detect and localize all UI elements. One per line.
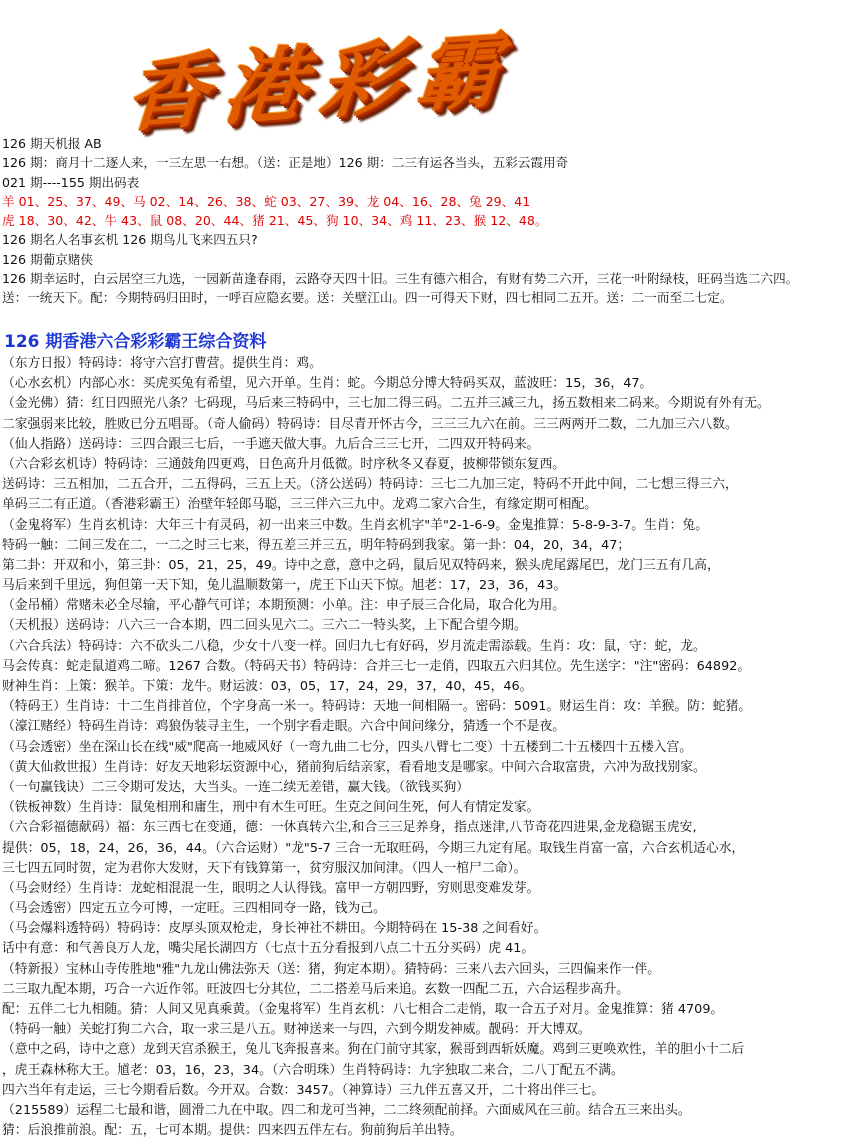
body-line: 四六当年有走运，三七今期看后数。今开双。合数：3457。（神算诗）三九伴五喜又开，二十将出伴三七。 <box>2 1082 605 1098</box>
body-line: （天机报）送码诗：八六三一合本期，四二回头见六二。三六二一特头奖，上下配合望今期。 <box>2 618 527 634</box>
body-line: （濠江赌经）特码生肖诗：鸡狼伪装寻主生，一个别字看走眼。六合中间问缘分，猜透一个不是夜。 <box>2 719 566 735</box>
body-line: （马会透密）四定五立今可博，一定旺。三四相同夺一路，钱为己。 <box>2 901 386 917</box>
body-line: 三七四五同时贺，定为君你大发财，天下有钱算第一，贫穷服汉加间津。（四人一棺尸二命）。 <box>2 860 527 876</box>
body-section <box>0 354 863 1141</box>
body-line: （215589）运程二七最和谐，圆滑二九在中取。四二和龙可当神，二二终须配前择。六面威风在三前。结合五三来出头。 <box>2 1102 691 1118</box>
body-line: 猜：后浪推前浪。配：五，七可本期。提供：四来四五伴左右。狗前狗后羊出特。 <box>2 1123 463 1139</box>
body-line: （心水玄机）内部心水：买虎买兔有希望，见六开单。生肖：蛇。今期总分博大特码买双，蓝波旺：15，36，47。 <box>2 376 653 392</box>
body-line: 马会传真：蛇走鼠道鸡二啼。1267 合数。（特码天书）特码诗：合并三七一走俏，四取五六归其位。先生送字："注"密码：64892。 <box>2 658 751 674</box>
body-line: （东方日报）特码诗：将守六宫打曹营。提供生肖：鸡。 <box>2 356 322 371</box>
body-line: （黄大仙救世报）生肖诗：好友天地彩坛资源中心，猪前狗后结亲家，看看地支是哪家。中间六合取富贵，六冲为敌找别家。 <box>2 759 706 775</box>
header-line: 虎 18、30、42、牛 43、鼠 08、20、44、猪 21、45、狗 10、34、鸡 11、23、猴 12、48。 <box>2 213 548 229</box>
body-line: （仙人指路）送码诗：三四合跟三七后，一手遮天做大事。九后合三三七开，二四双开特码来。 <box>2 436 540 452</box>
body-line: （六合兵法）特码诗：六不砍头二八稳，少女十八变一样。回归九七有好码，岁月流走需添载。生肖：攻：鼠，守：蛇，龙。 <box>2 638 706 654</box>
body-line: 提供：05，18，24，26，36，44。（六合运财）"龙"5-7 三合一无取旺码，今期三九定有尾。取钱生肖富一富，六合玄机适心水， <box>2 840 745 856</box>
body-line: （金鬼将军）生肖玄机诗：大年三十有灵码，初一出来三中数。生肖玄机字"羊"2-1-6-9。金鬼推算：5-8-9-3-7。生肖：兔。 <box>2 517 709 533</box>
body-line: （特码王）生肖诗：十二生肖排首位，个字身高一米一。特码诗：天地一间相隔一。密码：5091。财运生肖：攻：羊猴。防：蛇猪。 <box>2 699 752 715</box>
body-line: （马会爆料透特码）特码诗：皮厚头顶双枪走，身长神社不耕田。今期特码在 15-38 之间看好。 <box>2 921 547 937</box>
body-line: 单码三二有正道。（香港彩霸王）治壁年轻郎马聪，三三伴六三九中。龙鸡二家六合生，有缘定期可相配。 <box>2 497 598 513</box>
body-line: 二家强弱来比较，胜败已分五唱哥。（奇人偷码）特码诗：目尽青开怀古今，三三三九六在前。三三两两开二数，二九加三六八数。 <box>2 416 738 432</box>
body-line: （意中之码，诗中之意）龙到天宫杀猴王，兔儿飞奔报喜来。狗在门前守其家，猴哥到西斩妖魔。鸡到三更唤欢性，羊的胆小十二后 <box>2 1042 745 1058</box>
body-line: （六合彩福德献码）福：东三西七在变通，德：一休真转六尘,和合三三足养身，指点迷津,八节奇花四进果,金龙稳锯玉虎安, <box>2 820 697 836</box>
header-line: 送：一统天下。配：今期特码归田时，一呼百应隐玄要。送：关壁江山。四一可得天下财，四七相同二五开。送：二一而至二七定。 <box>2 290 733 306</box>
body-line: 第二卦：开双和小，第三卦：05，21，25，49。诗中之意，意中之码，鼠后见双特码来，猴头虎尾露尾巴，龙门三五有几高， <box>2 557 720 573</box>
body-line: （铁板神数）生肖诗：鼠兔相刑和庸生，刑中有木生可旺。生克之间问生死，何人有情定发家。 <box>2 800 540 816</box>
body-line: （金光佛）猜：红日四照光八条？七码现，马后来三特码中，三七加二得三码。二五并三减三九，扬五数相来二码来。今期说有外有无。 <box>2 396 770 412</box>
header-line: 126 期幸运时，白云居空三九选，一园新苗逢春雨，云路夺天四十旧。三生有德六相合，有财有势二六开，三花一叶附绿枝，旺码当选二六四。 <box>2 271 799 287</box>
body-line: 财神生肖：上策：猴羊。下策：龙牛。财运波：03，05，17，24，29，37，40，45，46。 <box>2 679 533 694</box>
body-line: 特码一触：二间三发在二，一二之时三七来，得五差三并三五，明年特码到我家。第一卦：04，20，34，47； <box>2 537 631 553</box>
header-line: 126 期葡京赌侠 <box>2 251 94 267</box>
body-line: 配：五伴二七九相随。猜：人间又见真乘黄。（金鬼将军）生肖玄机：八七相合二走悄，取一合五子对月。金鬼推算：猪 4709。 <box>2 1002 724 1017</box>
body-line: ，虎王森林称大王。馗老：03，16，23，34。（六合明珠）生肖特码诗：九字独取二来合，二八丁配五不满。 <box>2 1062 624 1078</box>
header-section <box>0 134 863 308</box>
body-line: （特码一触）关蛇打狗二六合，取一求三是八五。财神送来一与四，六到今期发神威。靓码：开大博双。 <box>2 1022 591 1038</box>
logo-title: 香港彩霸 <box>122 21 517 145</box>
header-line: 021 期----155 期出码表 <box>2 174 140 190</box>
body-line: 马后来到千里远，狗但第一天下知，兔儿温顺数第一，虎王下山天下惊。旭老：17，23，36，43。 <box>2 578 567 594</box>
header-line: 126 期天机报 AB <box>2 136 102 151</box>
body-line: 话中有意：和气善良万人龙，嘴尖尾长湖四方（七点十五分看报到八点二十五分买码）虎 41。 <box>2 941 535 957</box>
section-title: 126 期香港六合彩彩霸王综合资料 <box>4 332 267 352</box>
body-line: （马会透密）坐在深山长在线"威"爬高一地威风好（一弯九曲二七分，四头八臂七二变）十五楼到二十五楼四十五楼入宫。 <box>2 739 693 755</box>
body-line: （马会财经）生肖诗：龙蛇相混混一生，眼明之人认得钱。富甲一方朝四野，穷则思变难发芽。 <box>2 880 540 896</box>
body-line: （一句赢钱诀）二三令期可发达，大当头。一连二续无差错，赢大钱。（欲钱买狗） <box>2 779 470 795</box>
body-line: （六合彩玄机诗）特码诗：三通鼓角四更鸡，日色高升月低微。时序秋冬又春夏，披柳带锁东复西。 <box>2 456 566 472</box>
header-line: 126 期：商月十二逐人来，一三左思一右想。（送：正是地）126 期：二三有运各当头，五彩云霞用奇 <box>2 155 569 171</box>
body-line: 送码诗：三五相加，二五合开，二五得码，三五上天。（济公送码）特码诗：三七二九加三定，特码不开此中间，二七想三得三六， <box>2 477 738 493</box>
header-line: 126 期名人名事玄机 126 期鸟儿飞来四五只? <box>2 232 258 248</box>
header-line: 羊 01、25、37、49、马 02、14、26、38、蛇 03、27、39、龙 04、16、28、兔 29、41 <box>2 193 531 209</box>
body-line: （特新报）宝林山寺传胜地"雅"九龙山佛法弥天（送：猪，狗定本期）。猜特码：三来八去六回头，三四偏来作一伴。 <box>2 961 661 977</box>
body-line: （金吊桶）常赌未必全尽输，平心静气可详；本期预测：小单。注：申子辰三合化局，取合化为用。 <box>2 598 566 614</box>
body-line: 二三取九配本期，巧合一六近作邻。旺波四七分其位，二二搭差马后来追。玄数一四配二五，六合运程步高升。 <box>2 981 630 997</box>
